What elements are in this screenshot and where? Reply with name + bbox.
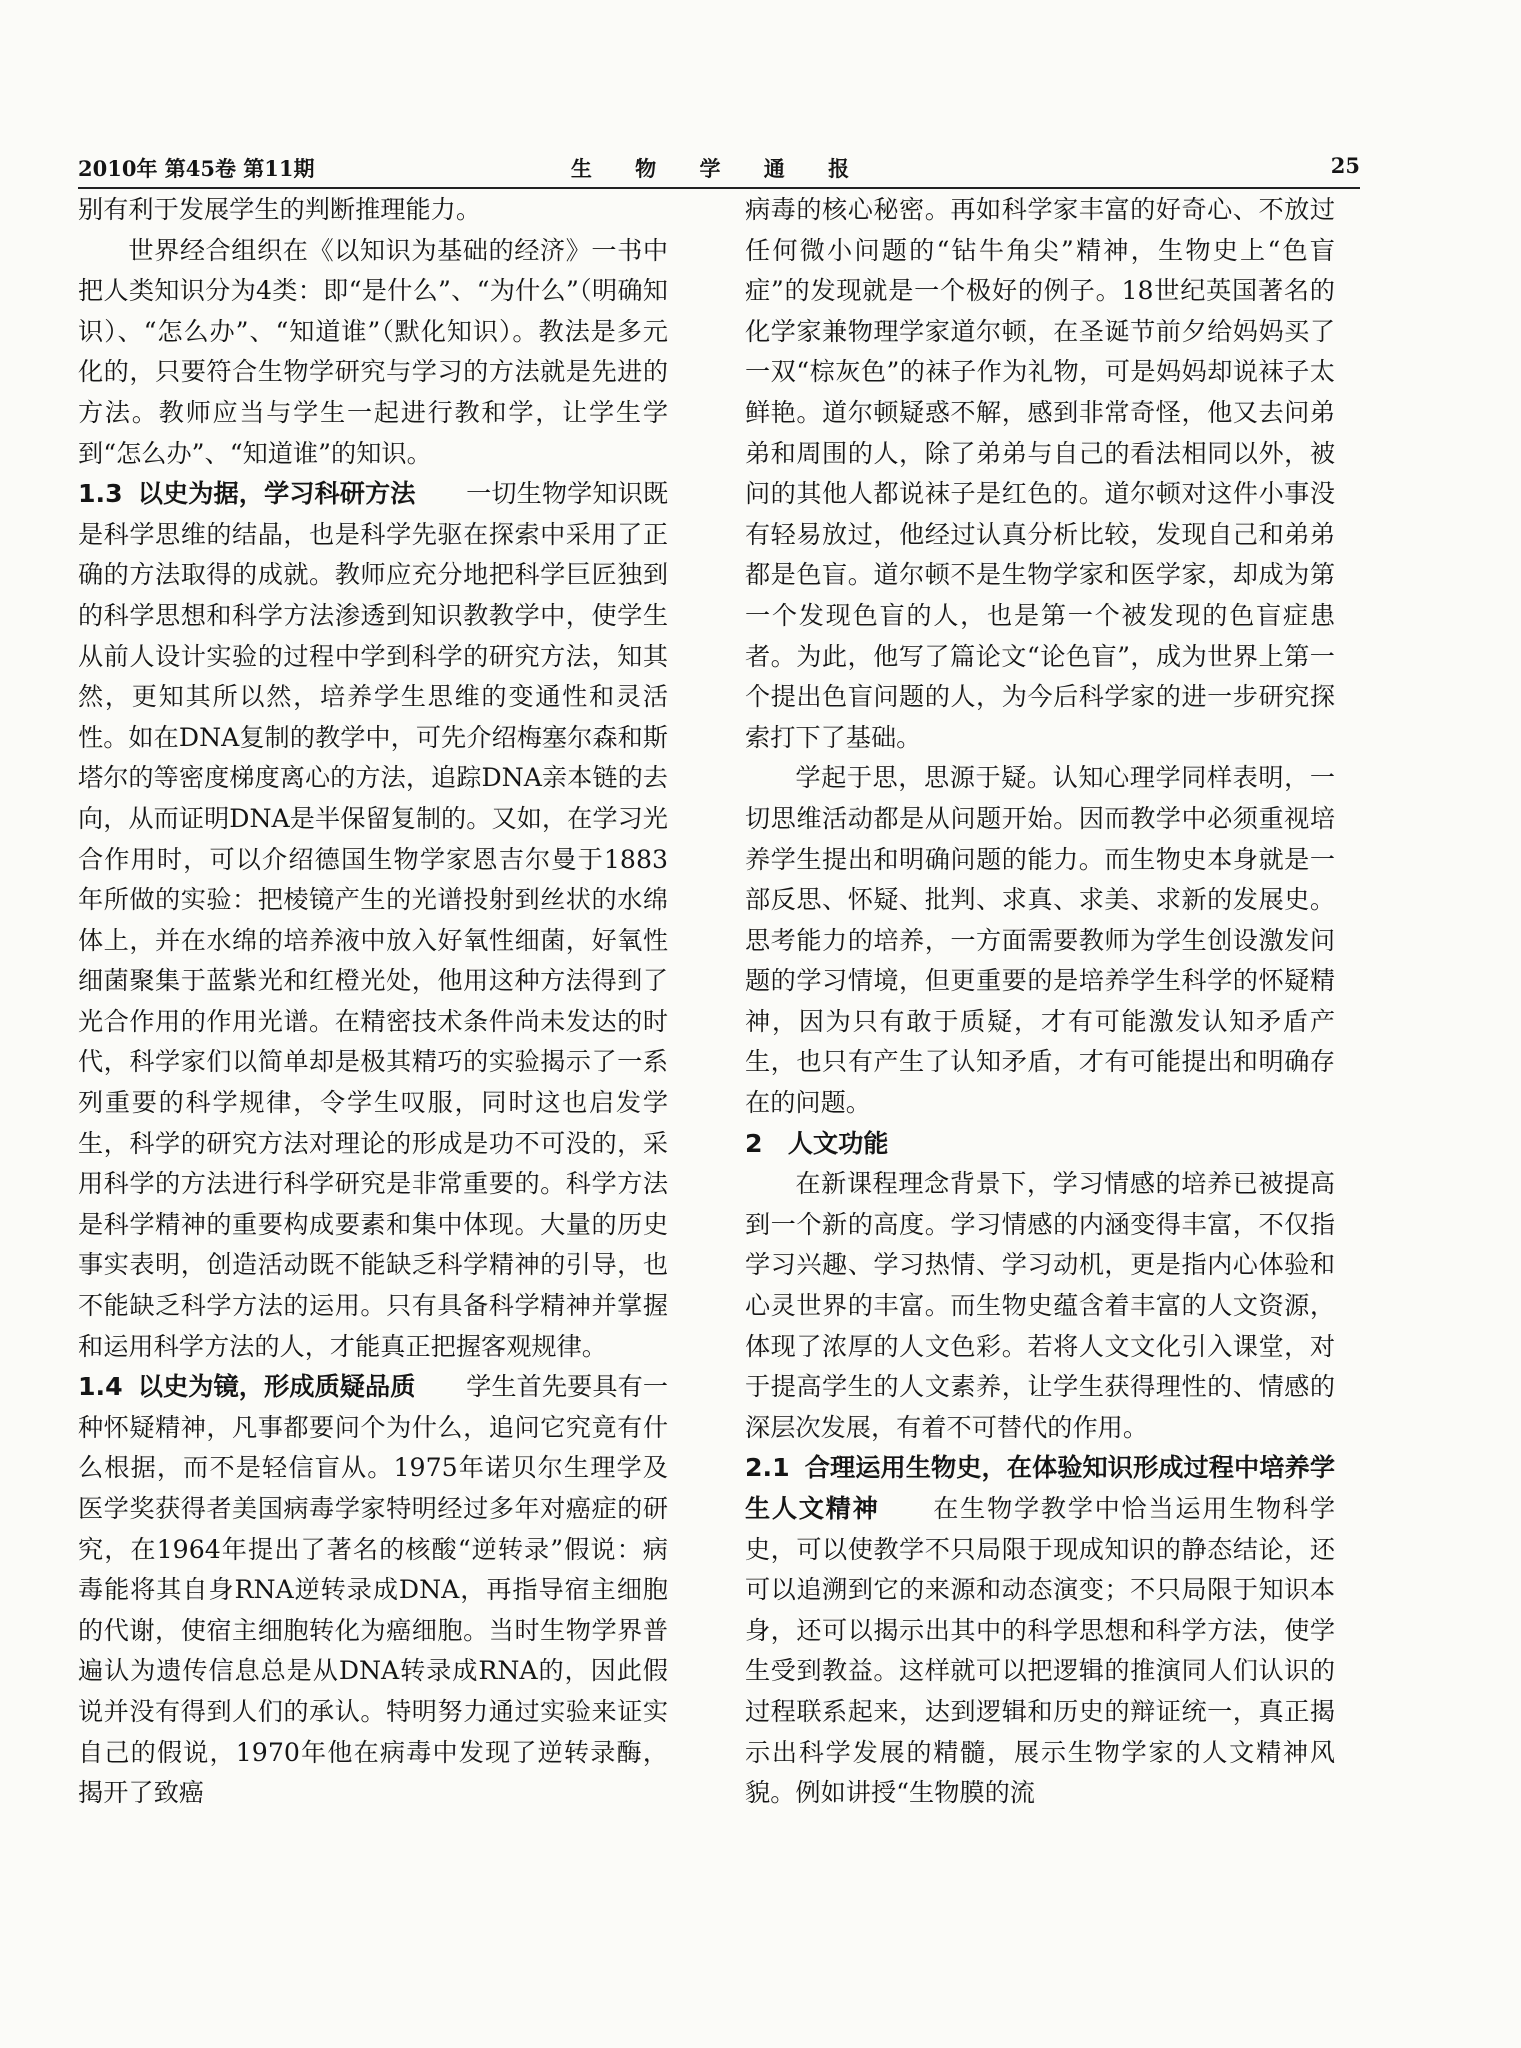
- left-column: [78, 190, 668, 1990]
- paragraph: 别有利于发展学生的判断推理能力。: [78, 195, 481, 224]
- section-number: 2.1: [745, 1453, 790, 1483]
- header-rule: [78, 187, 1360, 189]
- paragraph: 病毒的核心秘密。再如科学家丰富的好奇心、不放过任何微小问题的“钻牛角尖”精神，生物史上“色盲症”的发现就是一个极好的例子。18世纪英国著名的化学家兼物理学家道尔顿，在圣诞节前夕给妈妈买了一双“棕灰色”的袜子作为礼物，可是妈妈却说袜子太鲜艳。道尔顿疑惑不解，感到非常奇怪，他又去问弟弟和周围的人，除了弟弟与自己的看法相同以外，被问的其他人都说袜子是红色的。道尔顿对这件小事没有轻易放过，他经过认真分析比较，发现自己和弟弟都是色盲。道尔顿不是生物学家和医学家，却成为第一个发现色盲的人，也是第一个被发现的色盲症患者。为此，他写了篇论文“论色盲”，成为世界上第一个提出色盲问题的人，为今后科学家的进一步研究探索打下了基础。: [745, 195, 1335, 752]
- section-number: 1.3: [78, 479, 123, 509]
- section-heading: 以史为据，学习科研方法: [137, 479, 416, 509]
- section-heading: 以史为镜，形成质疑品质: [137, 1372, 416, 1402]
- right-column: [745, 190, 1335, 1990]
- section-text: 学生首先要具有一种怀疑精神，凡事都要问个为什么，追问它究竟有什么根据，而不是轻信盲从。1975年诺贝尔生理学及医学奖获得者美国病毒学家特明经过多年对癌症的研究，在1964年提出了著名的核酸“逆转录”假说：病毒能将其自身RNA逆转录成DNA，再指导宿主细胞的代谢，使宿主细胞转化为癌细胞。当时生物学界普遍认为遗传信息总是从DNA转录成RNA的，因此假说并没有得到人们的承认。特明努力通过实验来证实自己的假说，1970年他在病毒中发现了逆转录酶，揭开了致癌: [78, 1372, 668, 1808]
- paragraph: 世界经合组织在《以知识为基础的经济》一书中把人类知识分为4类：即“是什么”、“为什么”（明确知识）、“怎么办”、“知道谁”（默化知识）。教法是多元化的，只要符合生物学研究与学习的方法就是先进的方法。教师应当与学生一起进行教和学，让学生学到“怎么办”、“知道谁”的知识。: [78, 235, 668, 468]
- journal-issue: 2010年 第45卷 第11期: [78, 156, 315, 181]
- section-2-1: [745, 1448, 1335, 1813]
- section-text: 一切生物学知识既是科学思维的结晶，也是科学先驱在探索中采用了正确的方法取得的成就。教师应充分地把科学巨匠独到的科学思想和科学方法渗透到知识教教学中，使学生从前人设计实验的过程中学到科学的研究方法，知其然，更知其所以然，培养学生思维的变通性和灵活性。如在DNA复制的教学中，可先介绍梅塞尔森和斯塔尔的等密度梯度离心的方法，追踪DNA亲本链的去向，从而证明DNA是半保留复制的。又如，在学习光合作用时，可以介绍德国生物学家恩吉尔曼于1883年所做的实验：把棱镜产生的光谱投射到丝状的水绵体上，并在水绵的培养液中放入好氧性细菌，好氧性细菌聚集于蓝紫光和红橙光处，他用这种方法得到了光合作用的作用光谱。在精密技术条件尚未发达的时代，科学家们以简单却是极其精巧的实验揭示了一系列重要的科学规律，令学生叹服，同时这也启发学生，科学的研究方法对理论的形成是功不可没的，采用科学的方法进行科学研究是非常重要的。科学方法是科学精神的重要构成要素和集中体现。大量的历史事实表明，创造活动既不能缺乏科学精神的引导，也不能缺乏科学方法的运用。只有具备科学精神并掌握和运用科学方法的人，才能真正把握客观规律。: [78, 479, 668, 1361]
- journal-title: 生 物 学 通 报: [570, 156, 868, 181]
- paragraph: 在新课程理念背景下，学习情感的培养已被提高到一个新的高度。学习情感的内涵变得丰富，不仅指学习兴趣、学习热情、学习动机，更是指内心体验和心灵世界的丰富。而生物史蕴含着丰富的人文资源，体现了浓厚的人文色彩。若将人文文化引入课堂，对于提高学生的人文素养，让学生获得理性的、情感的深层次发展，有着不可替代的作用。: [745, 1169, 1335, 1442]
- page-number: 25: [1330, 153, 1360, 178]
- running-header: [78, 145, 1360, 189]
- section-2-heading: 2 人文功能: [745, 1128, 889, 1158]
- section-1-4: [78, 1367, 668, 1814]
- section-text: 在生物学教学中恰当运用生物科学史，可以使教学不只局限于现成知识的静态结论，还可以追溯到它的来源和动态演变；不只局限于知识本身，还可以揭示出其中的科学思想和科学方法，使学生受到教益。这样就可以把逻辑的推演同人们认识的过程联系起来，达到逻辑和历史的辩证统一，真正揭示出科学发展的精髓，展示生物学家的人文精神风貌。例如讲授“生物膜的流: [745, 1494, 1335, 1808]
- paragraph: 学起于思，思源于疑。认知心理学同样表明，一切思维活动都是从问题开始。因而教学中必须重视培养学生提出和明确问题的能力。而生物史本身就是一部反思、怀疑、批判、求真、求美、求新的发展史。思考能力的培养，一方面需要教师为学生创设激发问题的学习情境，但更重要的是培养学生科学的怀疑精神，因为只有敢于质疑，才有可能激发认知矛盾产生，也只有产生了认知矛盾，才有可能提出和明确存在的问题。: [745, 763, 1335, 1118]
- section-1-3: [78, 474, 668, 1367]
- section-heading: 合理运用生物史，在体验知识形成过程中培养学生人文精神: [745, 1453, 1335, 1523]
- section-number: 1.4: [78, 1372, 123, 1402]
